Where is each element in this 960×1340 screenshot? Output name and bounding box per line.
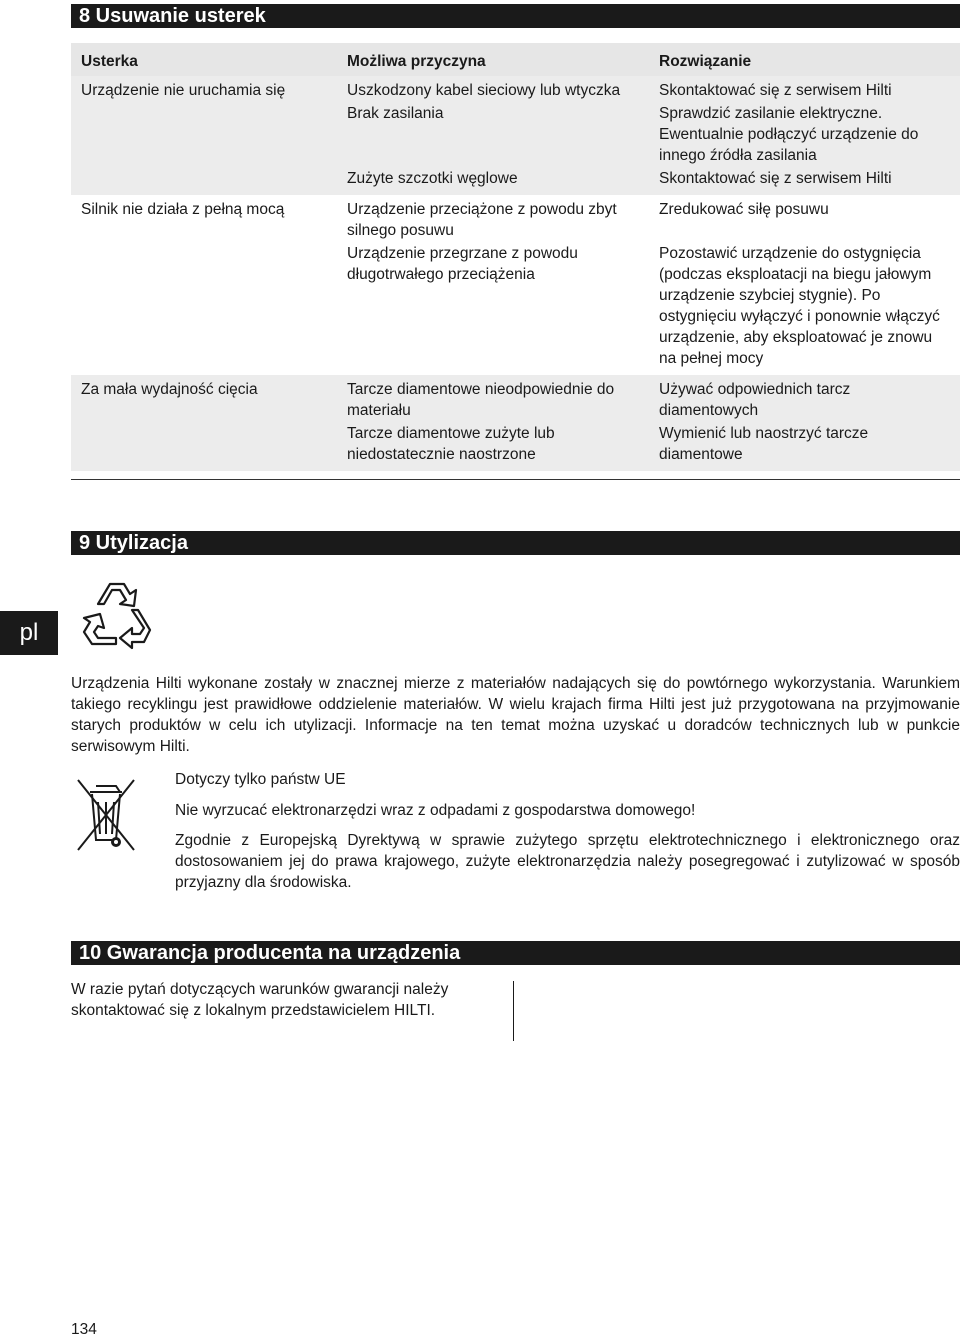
cause-cell: Uszkodzony kabel sieciowy lub wtyczka bbox=[347, 82, 621, 99]
cause-cell: Brak zasilania bbox=[347, 105, 444, 122]
solution-cell: Skontaktować się z serwisem Hilti bbox=[659, 82, 892, 99]
solution-cell: Używać odpowiednich tarcz diamentowych bbox=[659, 381, 851, 419]
table-row bbox=[71, 102, 960, 167]
fault-cell: Za mała wydajność cięcia bbox=[81, 381, 258, 398]
table-row bbox=[71, 167, 960, 195]
fault-cell bbox=[71, 167, 337, 195]
cause-cell: Urządzenie przegrzane z powodu długotrwałego przeciążenia bbox=[347, 245, 578, 283]
header-fault: Usterka bbox=[81, 53, 138, 70]
table-row bbox=[71, 195, 960, 242]
table-header-row bbox=[71, 43, 960, 76]
header-cause: Możliwa przyczyna bbox=[347, 53, 486, 70]
solution-cell: Wymienić lub naostrzyć tarcze diamentowe bbox=[659, 425, 869, 463]
cause-cell: Zużyte szczotki węglowe bbox=[347, 170, 518, 187]
eu-only-note: Dotyczy tylko państw UE bbox=[175, 771, 346, 788]
table-bottom-rule bbox=[71, 479, 960, 480]
eu-warning: Nie wyrzucać elektronarzędzi wraz z odpadami z gospodarstwa domowego! bbox=[175, 802, 696, 819]
recycling-paragraph: Urządzenia Hilti wykonane zostały w znacznej mierze z materiałów nadających się do powtórnego wykorzystania. Warunkiem takiego recyklingu jest prawidłowe oddzielenie materiałów. W wielu krajach firma Hilti jest już przygotowana na przyjmowanie starych produktów w celu ich utylizacji. Informacje na ten temat można uzyskać u doradców technicznych lub w punkcie serwisowym Hilti. bbox=[71, 675, 960, 755]
table-row bbox=[71, 76, 960, 102]
solution-cell: Skontaktować się z serwisem Hilti bbox=[659, 170, 892, 187]
fault-cell bbox=[71, 102, 337, 167]
fault-cell: Urządzenie nie uruchamia się bbox=[81, 82, 286, 99]
header-solution: Rozwiązanie bbox=[659, 53, 752, 70]
section-8-heading: 8 Usuwanie usterek bbox=[71, 4, 960, 28]
page-number: 134 bbox=[71, 1321, 97, 1338]
fault-cell: Silnik nie działa z pełną mocą bbox=[81, 201, 285, 218]
fault-cell bbox=[71, 422, 337, 471]
fault-cell bbox=[71, 242, 337, 375]
warranty-paragraph: W razie pytań dotyczących warunków gwarancji należy skontaktować się z lokalnym przedstawicielem HILTI. bbox=[71, 981, 449, 1019]
solution-cell: Sprawdzić zasilanie elektryczne. Ewentualnie podłączyć urządzenie do innego źródła zasilania bbox=[659, 105, 919, 164]
section-9-heading: 9 Utylizacja bbox=[71, 531, 960, 555]
cause-cell: Urządzenie przeciążone z powodu zbyt silnego posuwu bbox=[347, 201, 617, 239]
language-tab: pl bbox=[0, 611, 58, 655]
column-divider bbox=[513, 981, 514, 1041]
eu-directive-paragraph: Zgodnie z Europejską Dyrektywą w sprawie zużytego sprzętu elektrotechnicznego i elektronicznego oraz dostosowaniem jej do prawa krajowego, zużyte elektronarzędzia należy posegregować i zutylizować w sposób przyjazny dla środowiska. bbox=[175, 832, 960, 891]
solution-cell: Zredukować siłę posuwu bbox=[659, 201, 829, 218]
solution-cell: Pozostawić urządzenie do ostygnięcia (podczas eksploatacji na biegu jałowym urządzenie szybciej stygnie). Po ostygnięciu wyłączyć i ponownie włączyć urządzenie, aby eksploatować je znowu na pełnej mocy bbox=[659, 245, 940, 367]
crossed-out-wheelie-bin-icon bbox=[76, 774, 136, 854]
table-row bbox=[71, 422, 960, 471]
troubleshooting-table bbox=[71, 43, 960, 471]
table-row bbox=[71, 242, 960, 375]
cause-cell: Tarcze diamentowe zużyte lub niedostatecznie naostrzone bbox=[347, 425, 555, 463]
section-10-heading: 10 Gwarancja producenta na urządzenia bbox=[71, 941, 960, 965]
table-row bbox=[71, 375, 960, 422]
recycle-icon bbox=[76, 574, 156, 652]
cause-cell: Tarcze diamentowe nieodpowiednie do materiału bbox=[347, 381, 615, 419]
